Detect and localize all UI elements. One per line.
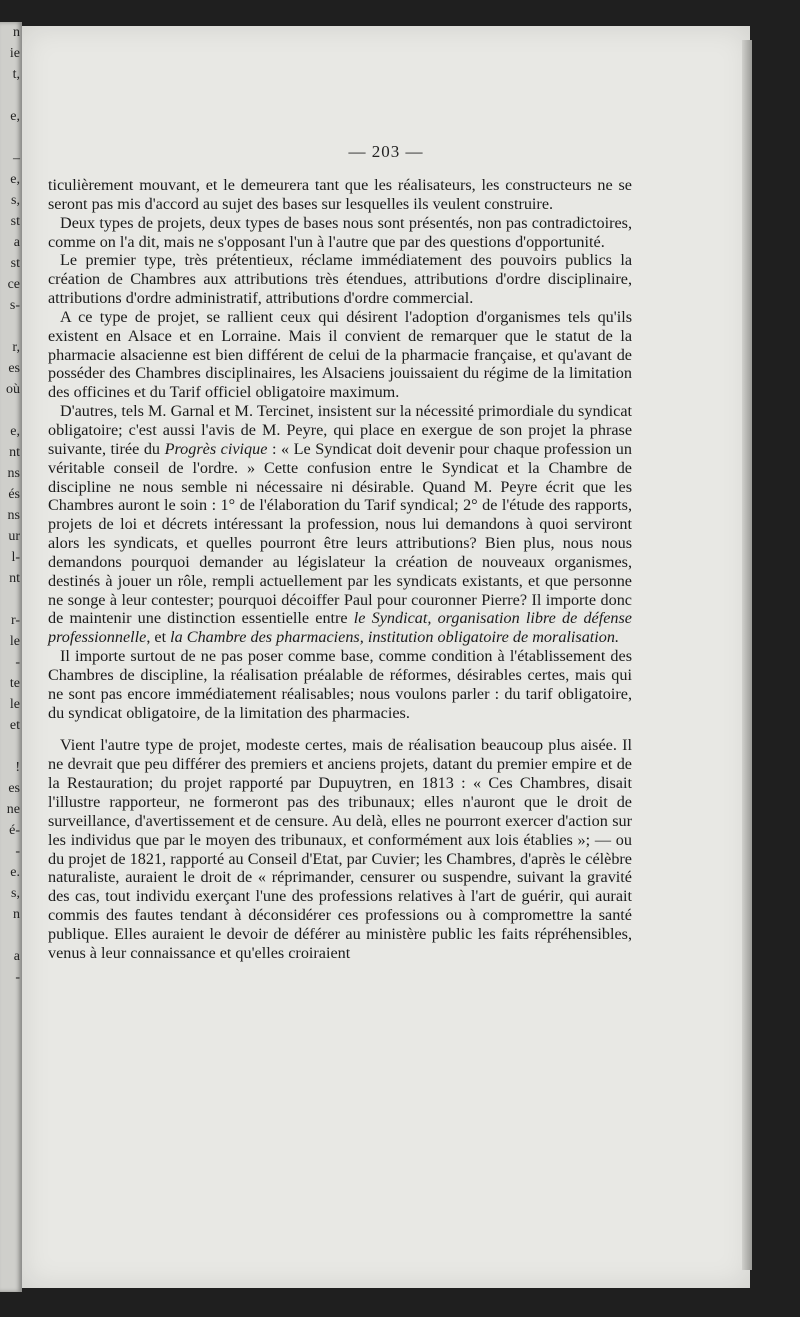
margin-fragment bbox=[0, 589, 22, 610]
margin-fragment: l- bbox=[11, 550, 20, 565]
margin-fragment: ns bbox=[7, 508, 20, 523]
margin-fragment: és bbox=[8, 487, 20, 502]
italic-run: la Chambre des pharmaciens, institution obligatoire de moralisation. bbox=[170, 628, 620, 647]
margin-fragment: s, bbox=[11, 886, 20, 901]
paragraph-6: Il importe surtout de ne pas poser comme base, comme condition à l'établissement des Chambres de discipline, la réalisation préalable de réformes, désirables certes, mais qui ne sont pas encore immédiatement réalisables; nous voulons parler : du tarif obligatoire, du syndicat obligatoire, de la limitation des pharmacies. bbox=[48, 647, 632, 722]
margin-fragment: n bbox=[13, 25, 20, 40]
margin-fragment: e. bbox=[10, 865, 20, 880]
margin-fragment: - bbox=[15, 655, 20, 670]
margin-fragment: le bbox=[9, 697, 20, 712]
text-run: , et bbox=[146, 628, 171, 647]
paragraph-1: ticulièrement mouvant, et le demeurera tant que les réalisateurs, les constructeurs ne se seront pas mis d'accord au sujet des bases sur lesquelles ils veulent construire. bbox=[48, 176, 632, 213]
margin-fragment: te bbox=[9, 676, 20, 691]
margin-fragment: r, bbox=[12, 340, 20, 355]
margin-fragment: ! bbox=[15, 760, 20, 775]
margin-fragment: s, bbox=[11, 193, 20, 208]
paragraph-7: Vient l'autre type de projet, modeste certes, mais de réalisation beaucoup plus aisée. Il ne devrait que peu différer des premiers et anciens projets, datant du premier empire et de la Restauration; du projet rapporté par Dupuytren, en 1813 : « Ces Chambres, disait l'illustre rapporteur, ne formeront pas des tribunaux; elles n'auront que le droit de surveillance, d'avertissement et de censure. Au delà, elles ne pourront exercer d'action sur les individus que par le moyen des tribunaux, et conformément aux lois établies »; — ou du projet de 1821, rapporté au Conseil d'Etat, par Cuvier; les Chambres, d'après le célèbre naturaliste, auraient le droit de « réprimander, censurer ou suspendre, suivant la gravité des cas, tout individu exerçant l'une des professions relatives à l'art de guérir, qui aurait commis des fautes tendant à déconsidérer ces professions ou à compromettre la santé publique. Elles auraient le devoir de déférer au ministère public les faits répréhensibles, venus à leur connaissance et qu'elles croiraient bbox=[48, 736, 632, 962]
margin-fragment: es bbox=[8, 361, 20, 376]
margin-fragment: st bbox=[10, 256, 20, 271]
adjacent-page-text-fragments bbox=[0, 22, 22, 1292]
margin-fragment bbox=[0, 127, 22, 148]
page-stack-edge bbox=[742, 40, 752, 1270]
margin-fragment: e, bbox=[10, 172, 20, 187]
margin-fragment: t, bbox=[12, 67, 20, 82]
margin-fragment: s- bbox=[9, 298, 20, 313]
margin-fragment bbox=[0, 85, 22, 106]
margin-fragment: st bbox=[10, 214, 20, 229]
margin-fragment: – bbox=[13, 151, 20, 166]
margin-fragment: es bbox=[8, 781, 20, 796]
margin-fragment: ur bbox=[8, 529, 20, 544]
margin-fragment: nt bbox=[9, 571, 20, 586]
margin-fragment: ns bbox=[7, 466, 20, 481]
margin-fragment: r- bbox=[10, 613, 20, 628]
paragraph-4: A ce type de projet, se rallient ceux qui désirent l'adoption d'organismes tels qu'ils existent en Alsace et en Lorraine. Mais il convient de remarquer que le statut de la pharmacie alsacienne est bien différent de celui de la pharmacie française, et qu'avant de posséder des Chambres disciplinaires, les Alsaciens jouissaient du régime de la limitation des officines et du Tarif officiel obligatoire maximum. bbox=[48, 307, 632, 402]
margin-fragment: nt bbox=[9, 445, 20, 460]
paragraph-5 bbox=[48, 402, 632, 647]
adjacent-page-edge bbox=[0, 22, 22, 1292]
margin-fragment bbox=[0, 925, 22, 946]
margin-fragment: le bbox=[9, 634, 20, 649]
margin-fragment: é- bbox=[9, 823, 20, 838]
text-run: D'autres, tels M. Garnal et M. Tercinet, insistent sur la nécessité primordiale du syndicat obligatoire; c'est aussi l'avis de M. Peyre, qui place en exergue de son projet la phrase suivante, tirée du bbox=[48, 402, 632, 458]
margin-fragment: ie bbox=[9, 46, 20, 61]
page-number: — 203 — bbox=[348, 142, 424, 161]
margin-fragment: e, bbox=[10, 424, 20, 439]
margin-fragment: et bbox=[9, 718, 20, 733]
margin-fragment: ne bbox=[6, 802, 20, 817]
margin-fragment: n bbox=[13, 907, 20, 922]
italic-run: le Syndicat, organisation libre de défense professionnelle bbox=[48, 609, 632, 647]
margin-fragment bbox=[0, 400, 22, 421]
margin-fragment: où bbox=[6, 382, 20, 397]
margin-fragment: - bbox=[15, 844, 20, 859]
italic-run: Progrès civique bbox=[164, 439, 268, 458]
margin-fragment: e, bbox=[10, 109, 20, 124]
paragraph-3: Le premier type, très prétentieux, réclame immédiatement des pouvoirs publics la création de Chambres aux attributions très étendues, attributions d'ordre disciplinaire, attributions d'ordre administratif, attributions d'ordre commercial. bbox=[48, 251, 632, 308]
margin-fragment: a bbox=[13, 949, 20, 964]
margin-fragment: - bbox=[15, 970, 20, 985]
margin-fragment: a bbox=[13, 235, 20, 250]
book-page bbox=[22, 26, 750, 1288]
paragraph-2: Deux types de projets, deux types de bases nous sont présentés, non pas contradictoires, comme on l'a dit, mais ne s'opposant l'un à l'autre que par des questions d'opportunité. bbox=[48, 213, 632, 251]
margin-fragment: ce bbox=[7, 277, 20, 292]
margin-fragment bbox=[0, 316, 22, 337]
page-body-text bbox=[48, 176, 632, 963]
text-run: : « Le Syndicat doit devenir pour chaque profession un véritable conseil de l'ordre. » Cette confusion entre le Syndicat et la Chambre de discipline ne nous semble ni nécessaire ni désirable. Quand M. Peyre écrit que les Chambres auront le soin : 1° de l'élaboration du Tarif syndical; 2° de l'étude des rapports, projets de loi et décrets intéressant la profession, nous lui demandons à quoi serviront alors les syndicats, et quelles pourront être leurs attributions? Bien plus, nous nous demandons pourquoi demander au législateur la création de nouveaux organismes, destinés à jouer un rôle, rempli actuellement par les syndicats existants, et que personne ne songe à leur contester; pourquoi décoiffer Paul pour couronner Pierre? Il importe donc de maintenir une distinction essentielle entre bbox=[48, 439, 632, 628]
margin-fragment bbox=[0, 736, 22, 757]
